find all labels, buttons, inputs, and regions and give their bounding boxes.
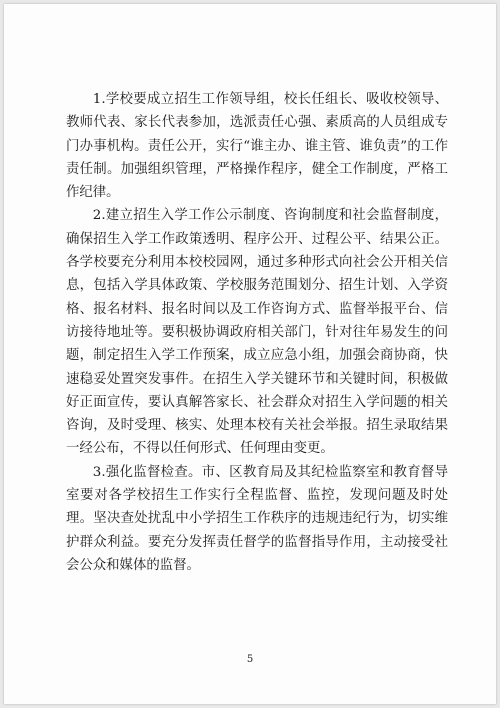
paragraph-1: 1.学校要成立招生工作领导组，校长任组长、吸收校领导、教师代表、家长代表参加，选派责任心强、素质高的人员组成专门办事机构。责任公开，实行“谁主办、谁主管、谁负责”的工作责任制。加强组织管理，严格操作程序，健全工作制度，严格工作纪律。	[66, 92, 448, 201]
page-number: 5	[246, 654, 254, 665]
document-body	[66, 88, 448, 577]
document-page	[4, 4, 496, 704]
paragraph-3: 3.强化监督检查。市、区教育局及其纪检监察室和教育督导室要对各学校招生工作实行全程监督、监控，发现问题及时处理。坚决查处扰乱中小学招生工作秩序的违规违纪行为，切实维护群众利益。要充分发挥责任督学的监督指导作用，主动接受社会公众和媒体的监督。	[66, 464, 448, 573]
paragraph-2: 2.建立招生入学工作公示制度、咨询制度和社会监督制度，确保招生入学工作政策透明、程序公开、过程公平、结果公正。各学校要充分利用本校校园网，通过多种形式向社会公开相关信息，包括入学具体政策、学校服务范围划分、招生计划、入学资格、报名材料、报名时间以及工作咨询方式、监督举报平台、信访接待地址等。要积极协调政府相关部门，针对往年易发生的问题，制定招生入学工作预案，成立应急小组，加强会商协商，快速稳妥处置突发事件。在招生入学关键环节和关键时间，积极做好正面宣传，要认真解答家长、社会群众对招生入学问题的相关咨询，及时受理、核实、处理本校有关社会举报。招生录取结果一经公布，不得以任何形式、任何理由变更。	[66, 208, 448, 457]
